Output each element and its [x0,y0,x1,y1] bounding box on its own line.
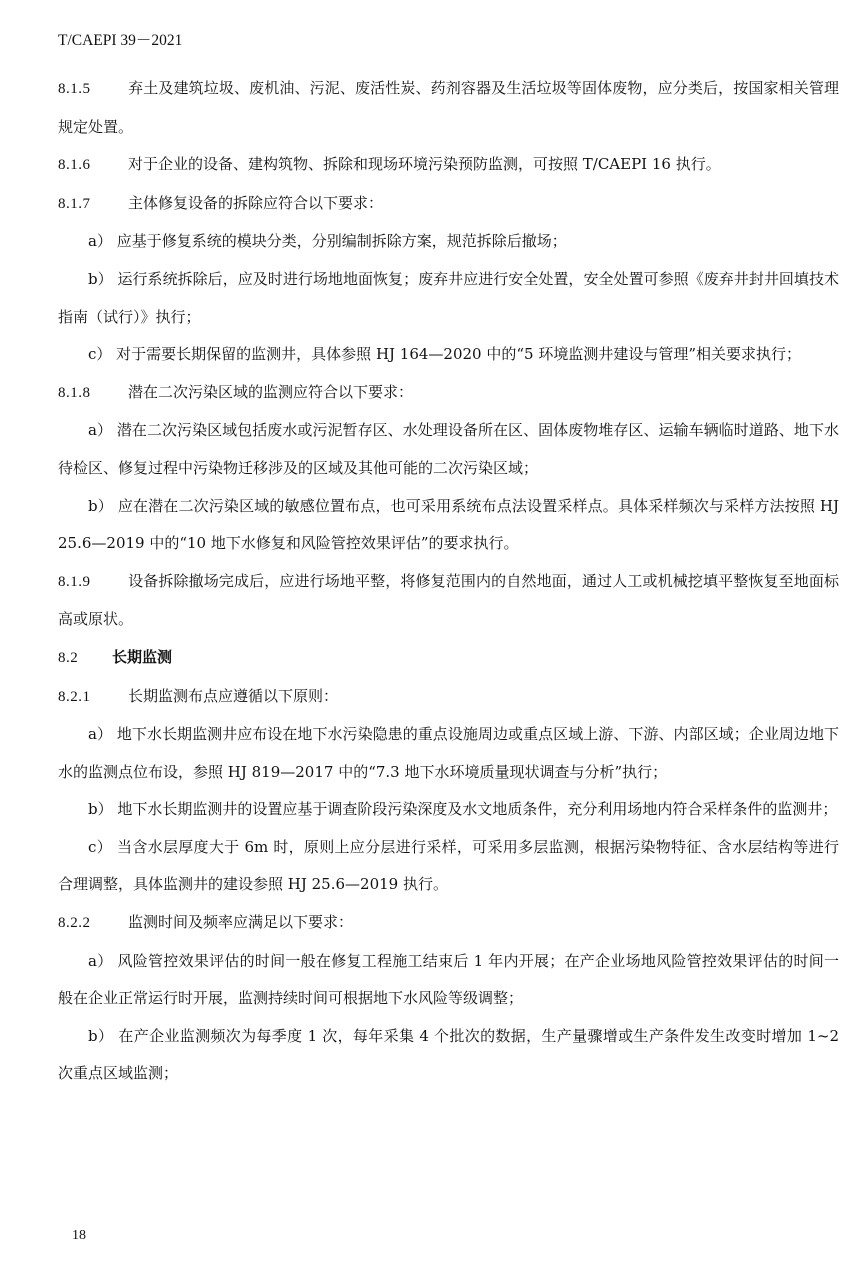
list-item-8-2-1-c: c） 当含水层厚度大于 6m 时，原则上应分层进行采样，可采用多层监测，根据污染物特征、含水层结构等进行合理调整，具体监测井的建设参照 HJ 25.6—2019 执行。 [58,837,839,894]
clause-number: 8.2.1 [58,688,91,705]
document-code: T/CAEPI 39－2021 [58,32,183,49]
clause-number: 8.1.7 [58,195,91,212]
list-item-8-1-7-a: a） 应基于修复系统的模块分类，分别编制拆除方案，规范拆除后撤场； [88,232,567,251]
list-item-8-1-7-b: b） 运行系统拆除后，应及时进行场地地面恢复；废弃井应进行安全处置，安全处置可参照《废弃井封井回填技术指南（试行）》执行； [58,269,839,326]
clause-number: 8.1.9 [58,573,91,590]
list-item-8-2-1-a: a） 地下水长期监测井应布设在地下水污染隐患的重点设施周边或重点区域上游、下游、内部区域；企业周边地下水的监测点位布设，参照 HJ 819—2017 中的“7.3 地下水环境质量现状调查与分析”执行； [58,725,839,781]
clause-8-2-1 [58,678,839,717]
clause-8-1-9 [58,563,839,639]
list-item-8-2-2-a: a） 风险管控效果评估的时间一般在修复工程施工结束后 1 年内开展；在产企业场地风险管控效果评估的时间一般在企业正常运行时开展，监测持续时间可根据地下水风险等级调整； [58,951,839,1008]
section-number: 8.2 [58,649,79,666]
clause-8-1-8 [58,374,839,413]
list-item-8-2-1-b: b） 地下水长期监测井的设置应基于调查阶段污染深度及水文地质条件，充分利用场地内符合采样条件的监测井； [88,800,838,819]
clause-text: 设备拆除撤场完成后，应进行场地平整，将修复范围内的自然地面，通过人工或机械挖填平整恢复至地面标高或原状。 [58,571,839,629]
list-item-8-1-8-b: b） 应在潜在二次污染区域的敏感位置布点，也可采用系统布点法设置采样点。具体采样频次与采样方法按照 HJ 25.6—2019 中的“10 地下水修复和风险管控效果评估”的要求执行。 [58,496,839,553]
clause-number: 8.1.8 [58,384,91,401]
list-item-8-1-8-a: a） 潜在二次污染区域包括废水或污泥暂存区、水处理设备所在区、固体废物堆存区、运输车辆临时道路、地下水待检区、修复过程中污染物迁移涉及的区域及其他可能的二次污染区域； [58,421,839,477]
list-item-8-1-7-c: c） 对于需要长期保留的监测井，具体参照 HJ 164—2020 中的“5 环境监测井建设与管理”相关要求执行； [88,345,802,364]
clause-number: 8.2.2 [58,915,91,932]
clause-number: 8.1.5 [58,81,91,97]
clause-text: 监测时间及频率应满足以下要求： [128,913,354,932]
clause-text: 弃土及建筑垃圾、废机油、污泥、废活性炭、药剂容器及生活垃圾等固体废物，应分类后，按国家相关管理规定处置。 [58,79,839,136]
clause-text: 潜在二次污染区域的监测应符合以下要求： [128,382,414,401]
clause-text: 主体修复设备的拆除应符合以下要求： [128,193,384,212]
clause-8-1-6 [58,146,839,185]
section-title: 长期监测 [112,647,173,666]
section-heading-8-2 [58,639,839,678]
clause-text: 对于企业的设备、建构筑物、拆除和现场环境污染预防监测，可按照 T/CAEPI 16 执行。 [128,155,721,174]
clause-8-2-2 [58,904,839,943]
clause-8-1-5 [58,70,839,146]
document-body [58,70,839,1093]
clause-8-1-7 [58,185,839,224]
list-item-8-2-2-b: b） 在产企业监测频次为每季度 1 次，每年采集 4 个批次的数据，生产量骤增或生产条件发生改变时增加 1~2 次重点区域监测； [58,1026,839,1083]
clause-number: 8.1.6 [58,157,91,174]
clause-text: 长期监测布点应遵循以下原则： [128,686,339,705]
page-number: 18 [72,1228,86,1243]
